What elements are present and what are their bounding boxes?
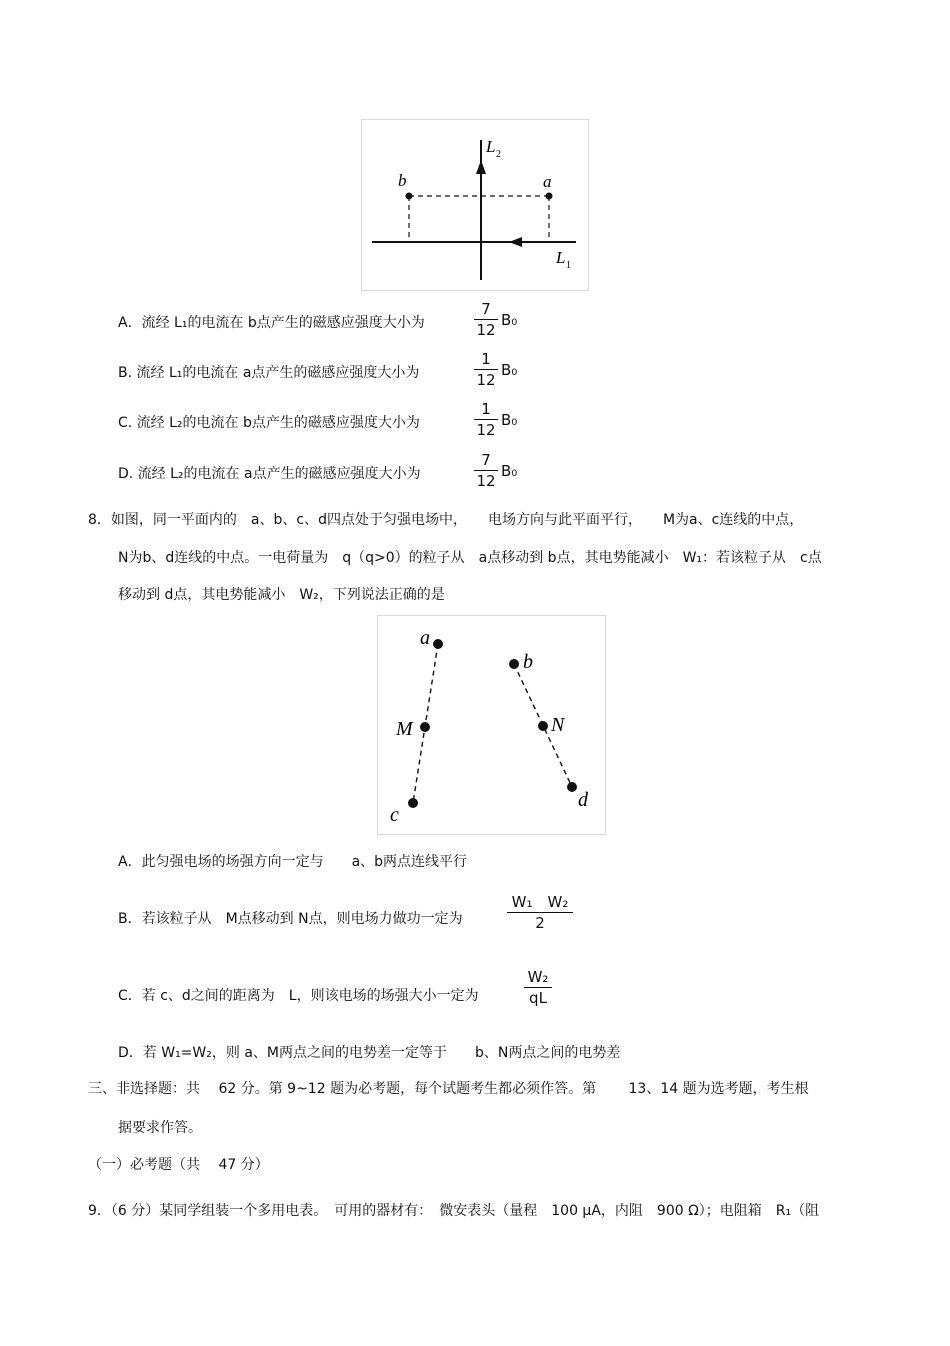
section-3-line-2: 据要求作答。 bbox=[118, 1120, 202, 1136]
point-N bbox=[538, 721, 548, 731]
label-a: a bbox=[543, 172, 552, 191]
q8-option-a: A．此匀强电场的场强方向一定与 a、b两点连线平行 bbox=[118, 854, 468, 870]
label-M: M bbox=[396, 718, 413, 740]
q8-option-b: B．若该粒子从 M点移动到 N点，则电场力做功一定为 bbox=[118, 911, 463, 927]
q8-option-c-fraction: W₂ qL bbox=[524, 968, 552, 1007]
q7-option-b: B. 流经 L₁的电流在 a点产生的磁感应强度大小为 bbox=[118, 365, 420, 381]
point-b bbox=[509, 659, 519, 669]
q7-option-c: C. 流经 L₂的电流在 b点产生的磁感应强度大小为 bbox=[118, 415, 420, 431]
section-3-subheading: （一）必考题（共 47 分） bbox=[88, 1157, 269, 1173]
section-3-line-1: 三、非选择题：共 62 分。第 9~12 题为必考题，每个试题考生都必须作答。第 13、14 题为选考题，考生根 bbox=[88, 1081, 809, 1097]
point-a bbox=[546, 193, 553, 200]
arrow-L1-icon bbox=[509, 237, 522, 247]
q7-option-c-unit: B₀ bbox=[501, 411, 518, 429]
q7-option-d: D. 流经 L₂的电流在 a点产生的磁感应强度大小为 bbox=[118, 466, 421, 482]
label-b: b bbox=[523, 651, 533, 673]
label-L1: L bbox=[556, 248, 566, 267]
arrow-L2-icon bbox=[476, 160, 486, 174]
figure-wires bbox=[361, 119, 589, 291]
label-L2: L bbox=[486, 137, 496, 156]
label-b: b bbox=[398, 171, 407, 190]
q7-option-a-fraction: 7 12 bbox=[474, 300, 498, 339]
points-diagram bbox=[378, 616, 605, 834]
label-c: c bbox=[390, 804, 399, 826]
q8-option-c: C．若 c、d之间的距离为 L，则该电场的场强大小一定为 bbox=[118, 988, 479, 1004]
q7-option-c-fraction: 1 12 bbox=[474, 400, 498, 439]
point-M bbox=[420, 722, 430, 732]
q8-option-b-fraction: W₁ W₂ 2 bbox=[507, 893, 573, 932]
q7-option-d-unit: B₀ bbox=[501, 462, 518, 480]
svg-text:1: 1 bbox=[566, 260, 571, 271]
q9-line-1: 9．（6 分）某同学组装一个多用电表。 可用的器材有： 微安表头（量程 100 μA，内阻 900 Ω）；电阻箱 R₁（阻 bbox=[88, 1203, 820, 1219]
point-d bbox=[567, 782, 577, 792]
q8-line-3: 移动到 d点，其电势能减小 W₂，下列说法正确的是 bbox=[118, 587, 445, 603]
label-d: d bbox=[578, 789, 588, 811]
svg-text:2: 2 bbox=[496, 149, 501, 160]
point-a bbox=[433, 639, 443, 649]
point-c bbox=[408, 798, 418, 808]
point-b bbox=[406, 193, 413, 200]
q8-line-2: N为b、d连线的中点。一电荷量为 q（q>0）的粒子从 a点移动到 b点，其电势能减小 W₁：若该粒子从 c点 bbox=[118, 550, 822, 566]
q7-option-a: A．流经 L₁的电流在 b点产生的磁感应强度大小为 bbox=[118, 315, 425, 331]
q8-line-1: 8．如图，同一平面内的 a、b、c、d四点处于匀强电场中， 电场方向与此平面平行， M为a、c连线的中点， bbox=[88, 512, 804, 528]
q7-option-b-fraction: 1 12 bbox=[474, 350, 498, 389]
q8-option-d: D．若 W₁=W₂，则 a、M两点之间的电势差一定等于 b、N两点之间的电势差 bbox=[118, 1045, 621, 1061]
figure-points bbox=[377, 615, 606, 835]
q7-option-b-unit: B₀ bbox=[501, 361, 518, 379]
q7-option-d-fraction: 7 12 bbox=[474, 451, 498, 490]
q7-option-a-unit: B₀ bbox=[501, 311, 518, 329]
wires-diagram bbox=[362, 120, 588, 290]
label-a: a bbox=[420, 627, 430, 649]
label-N: N bbox=[551, 714, 565, 736]
